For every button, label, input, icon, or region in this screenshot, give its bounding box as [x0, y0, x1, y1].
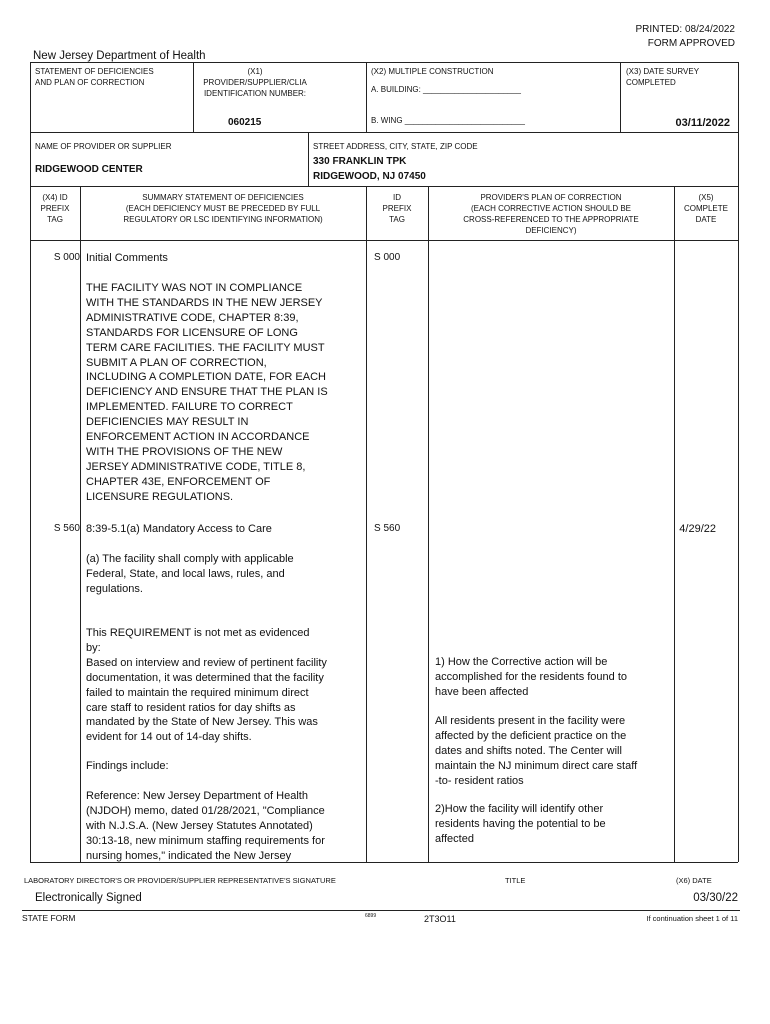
plan-item-3: 2)How the facility will identify other residents having the potential to be affected	[435, 803, 606, 845]
wing-field: B. WING ___________________________	[371, 116, 525, 125]
provider-id-number: 060215	[228, 117, 262, 128]
event-id: 2T3O11	[424, 914, 456, 924]
building-field: A. BUILDING: ______________________	[371, 85, 521, 94]
form-code: 6899	[365, 913, 377, 919]
address-label: STREET ADDRESS, CITY, STATE, ZIP CODE	[313, 142, 478, 151]
col-x5-header: (X5) COMPLETE DATE	[683, 193, 728, 224]
s560-complete-date: 4/29/22	[679, 523, 716, 535]
s560-tag: S 560	[53, 523, 80, 534]
x3-label: (X3) DATE SURVEY COMPLETED	[626, 67, 700, 87]
title-label: TITLE	[505, 876, 526, 885]
s000-id-tag: S 000	[374, 252, 401, 263]
col-id-header: ID PREFIX TAG	[382, 193, 412, 224]
s000-title: Initial Comments	[86, 252, 168, 264]
x6-date-label: (X6) DATE	[676, 876, 712, 885]
printed-date: PRINTED: 08/24/2022	[635, 24, 735, 35]
s560-reference-text: Reference: New Jersey Department of Health (NJDOH) memo, dated 01/28/2021, "Compliance with N.J.S.A. (New Jersey Statutes Annotated) 30:13-18, new minimum staffing requirements for nursing homes," indicated the New Jersey	[86, 790, 325, 862]
signature-label: LABORATORY DIRECTOR'S OR PROVIDER/SUPPLIER REPRESENTATIVE'S SIGNATURE	[24, 876, 336, 885]
form-name: STATE FORM	[22, 913, 76, 923]
statement-label: STATEMENT OF DEFICIENCIES AND PLAN OF CORRECTION	[35, 67, 154, 87]
s560-title: 8:39-5.1(a) Mandatory Access to Care	[86, 523, 272, 535]
plan-item-1: 1) How the Corrective action will be accomplished for the residents found to have been affected	[435, 656, 628, 698]
signature-date: 03/30/22	[693, 892, 738, 904]
signature-value: Electronically Signed	[35, 892, 142, 904]
agency-name: New Jersey Department of Health	[33, 50, 206, 62]
s560-requirement-text: This REQUIREMENT is not met as evidenced by: Based on interview and review of pertinent facility documentation, it was determined that the facility failed to maintain the required minimum direct care staff to resident ratios for day shifts as mandated by the State of New Jersey. This was evident for 14 out of 14-day shifts.	[86, 627, 327, 744]
col-x4-header: (X4) ID PREFIX TAG	[40, 193, 70, 224]
continuation-sheet: If continuation sheet 1 of 11	[646, 914, 738, 923]
s560-id-tag: S 560	[374, 523, 401, 534]
s000-tag: S 000	[53, 252, 80, 263]
col-plan-header: PROVIDER'S PLAN OF CORRECTION (EACH CORRECTIVE ACTION SHOULD BE CROSS-REFERENCED TO THE APPROPRIATE DEFICIENCY)	[463, 193, 639, 235]
address-line2: RIDGEWOOD, NJ 07450	[313, 171, 426, 182]
provider-name: RIDGEWOOD CENTER	[35, 164, 143, 175]
s560-rule-text: (a) The facility shall comply with applicable Federal, State, and local laws, rules, and regulations.	[86, 553, 294, 595]
provider-name-label: NAME OF PROVIDER OR SUPPLIER	[35, 142, 172, 151]
s000-text: THE FACILITY WAS NOT IN COMPLIANCE WITH THE STANDARDS IN THE NEW JERSEY ADMINISTRATIVE CODE, CHAPTER 8:39, STANDARDS FOR LICENSURE OF LONG TERM CARE FACILITIES. THE FACILITY MUST SUBMIT A PLAN OF CORRECTION, INCLUDING A COMPLETION DATE, FOR EACH DEFICIENCY AND ENSURE THAT THE PLAN IS IMPLEMENTED. FAILURE TO CORRECT DEFICIENCIES MAY RESULT IN ENFORCEMENT ACTION IN ACCORDANCE WITH THE PROVISIONS OF THE NEW JERSEY ADMINISTRATIVE CODE, TITLE 8, CHAPTER 43E, ENFORCEMENT OF LICENSURE REGULATIONS.	[86, 282, 328, 503]
s560-findings-label: Findings include:	[86, 760, 169, 772]
plan-item-2: All residents present in the facility were affected by the deficient practice on the dates and shifts noted. The Center will maintain the NJ minimum direct care staff -to- resident ratios	[435, 715, 638, 787]
address-line1: 330 FRANKLIN TPK	[313, 156, 407, 167]
survey-completed-date: 03/11/2022	[675, 117, 730, 129]
col-summary-header: SUMMARY STATEMENT OF DEFICIENCIES (EACH DEFICIENCY MUST BE PRECEDED BY FULL REGULATORY OR LSC IDENTIFYING INFORMATION)	[123, 193, 323, 224]
x2-label: (X2) MULTIPLE CONSTRUCTION	[371, 67, 494, 76]
form-approved: FORM APPROVED	[647, 38, 735, 49]
x1-label: (X1) PROVIDER/SUPPLIER/CLIA IDENTIFICATION NUMBER:	[203, 67, 307, 98]
